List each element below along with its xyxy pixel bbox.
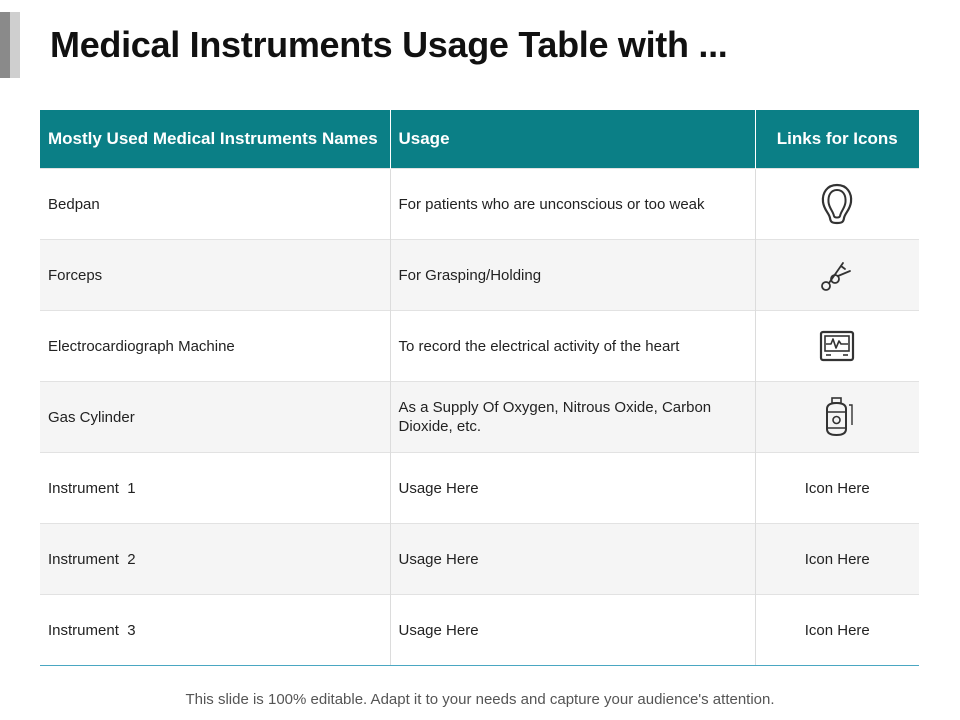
instrument-name: Instrument 2	[40, 524, 390, 595]
forceps-icon	[817, 255, 857, 295]
icon-cell	[755, 169, 919, 240]
table-row	[40, 595, 919, 666]
icon-placeholder: Icon Here	[755, 453, 919, 524]
slide-title: Medical Instruments Usage Table with ...	[50, 24, 728, 65]
title-accent-bar	[0, 12, 20, 78]
header-usage: Usage	[390, 110, 755, 169]
instrument-name: Bedpan	[40, 169, 390, 240]
instrument-name: Instrument 3	[40, 595, 390, 666]
table-row	[40, 524, 919, 595]
instrument-usage: To record the electrical activity of the heart	[390, 311, 755, 382]
table-header-row	[40, 110, 919, 169]
instrument-usage: For Grasping/Holding	[390, 240, 755, 311]
table-row	[40, 453, 919, 524]
instrument-usage: As a Supply Of Oxygen, Nitrous Oxide, Carbon Dioxide, etc.	[390, 382, 755, 453]
icon-placeholder: Icon Here	[755, 524, 919, 595]
header-links-for-icons: Links for Icons	[755, 110, 919, 169]
instrument-name: Gas Cylinder	[40, 382, 390, 453]
table-row	[40, 169, 919, 240]
ecg-monitor-icon	[818, 329, 856, 363]
icon-cell	[755, 382, 919, 453]
instrument-name: Electrocardiograph Machine	[40, 311, 390, 382]
instrument-usage: Usage Here	[390, 595, 755, 666]
icon-placeholder: Icon Here	[755, 595, 919, 666]
instruments-table	[40, 110, 919, 666]
table-row	[40, 311, 919, 382]
icon-cell	[755, 240, 919, 311]
instrument-usage: Usage Here	[390, 524, 755, 595]
footer-note: This slide is 100% editable. Adapt it to your needs and capture your audience's attention.	[185, 691, 775, 708]
gas-cylinder-icon	[819, 395, 855, 439]
instrument-usage: Usage Here	[390, 453, 755, 524]
icon-cell	[755, 311, 919, 382]
bedpan-icon	[819, 182, 855, 226]
header-instrument-names: Mostly Used Medical Instruments Names	[40, 110, 390, 169]
instrument-name: Forceps	[40, 240, 390, 311]
table-row	[40, 382, 919, 453]
instrument-name: Instrument 1	[40, 453, 390, 524]
table-row	[40, 240, 919, 311]
instrument-usage: For patients who are unconscious or too weak	[390, 169, 755, 240]
